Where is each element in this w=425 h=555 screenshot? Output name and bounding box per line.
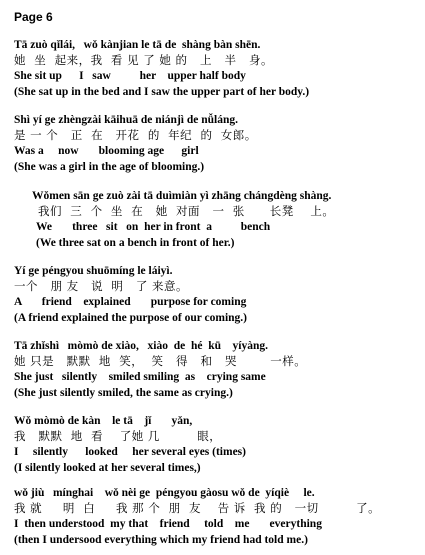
page-title: Page 6	[14, 10, 53, 24]
chinese-line: 我 就 明 白 我 那 个 朋 友 告 诉 我 的 一切 了。	[14, 501, 381, 515]
pinyin-line: Shì yí ge zhèngzài kāihuā de niánjì de nǚláng.	[14, 114, 238, 126]
chinese-line: 我们 三 个 坐 在 她 对面 一 张 长凳 上。	[38, 204, 335, 218]
translation-line: (I silently looked at her several times,)	[14, 462, 201, 474]
pinyin-line: Tā zuò qǐlái, wǒ kànjian le tā de shàng bàn shēn.	[14, 39, 261, 51]
translation-line: (then I undersood everything which my friend had told me.)	[14, 534, 308, 546]
gloss-line: I then understood my that friend told me everything	[14, 518, 322, 530]
translation-line: (A friend explained the purpose of our coming.)	[14, 312, 247, 324]
pinyin-line: Tā zhǐshì mòmò de xiào, xiào de hé kū yíyàng.	[14, 340, 268, 352]
chinese-line: 是 一 个 正 在 开花 的 年纪 的 女郎。	[14, 128, 257, 142]
pinyin-line: Wǒmen sān ge zuò zài tā duìmiàn yì zhāng chángdèng shàng.	[32, 190, 332, 202]
chinese-line: 我 默默 地 看 了她 几 眼，	[14, 429, 222, 443]
translation-line: (She just silently smiled, the same as crying.)	[14, 387, 233, 399]
gloss-line: Was a now blooming age girl	[14, 145, 199, 157]
translation-line: (We three sat on a bench in front of her.)	[36, 237, 235, 249]
gloss-line: We three sit on her in front a bench	[36, 221, 271, 233]
pinyin-line: Wǒ mòmò de kàn le tā jǐ yǎn,	[14, 415, 193, 427]
gloss-line: She just silently smiled smiling as crying same	[14, 371, 266, 383]
pinyin-line: Yí ge péngyou shuōmíng le láiyì.	[14, 265, 173, 277]
chinese-line: 一个 朋 友 说 明 了 来意。	[14, 279, 189, 293]
chinese-line: 她 只是 默默 地 笑， 笑 得 和 哭 一样。	[14, 354, 307, 368]
gloss-line: A friend explained purpose for coming	[14, 296, 247, 308]
gloss-line: She sit up I saw her upper half body	[14, 70, 246, 82]
chinese-line: 她 坐 起来，我 看 见 了 她 的 上 半 身。	[14, 53, 273, 67]
pinyin-line: wǒ jiù mínghai wǒ nèi ge péngyou gàosu wǒ de yíqiè le.	[14, 487, 315, 499]
translation-line: (She sat up in the bed and I saw the upper part of her body.)	[14, 86, 310, 98]
translation-line: (She was a girl in the age of blooming.)	[14, 161, 205, 173]
gloss-line: I silently looked her several eyes (times)	[14, 446, 246, 458]
